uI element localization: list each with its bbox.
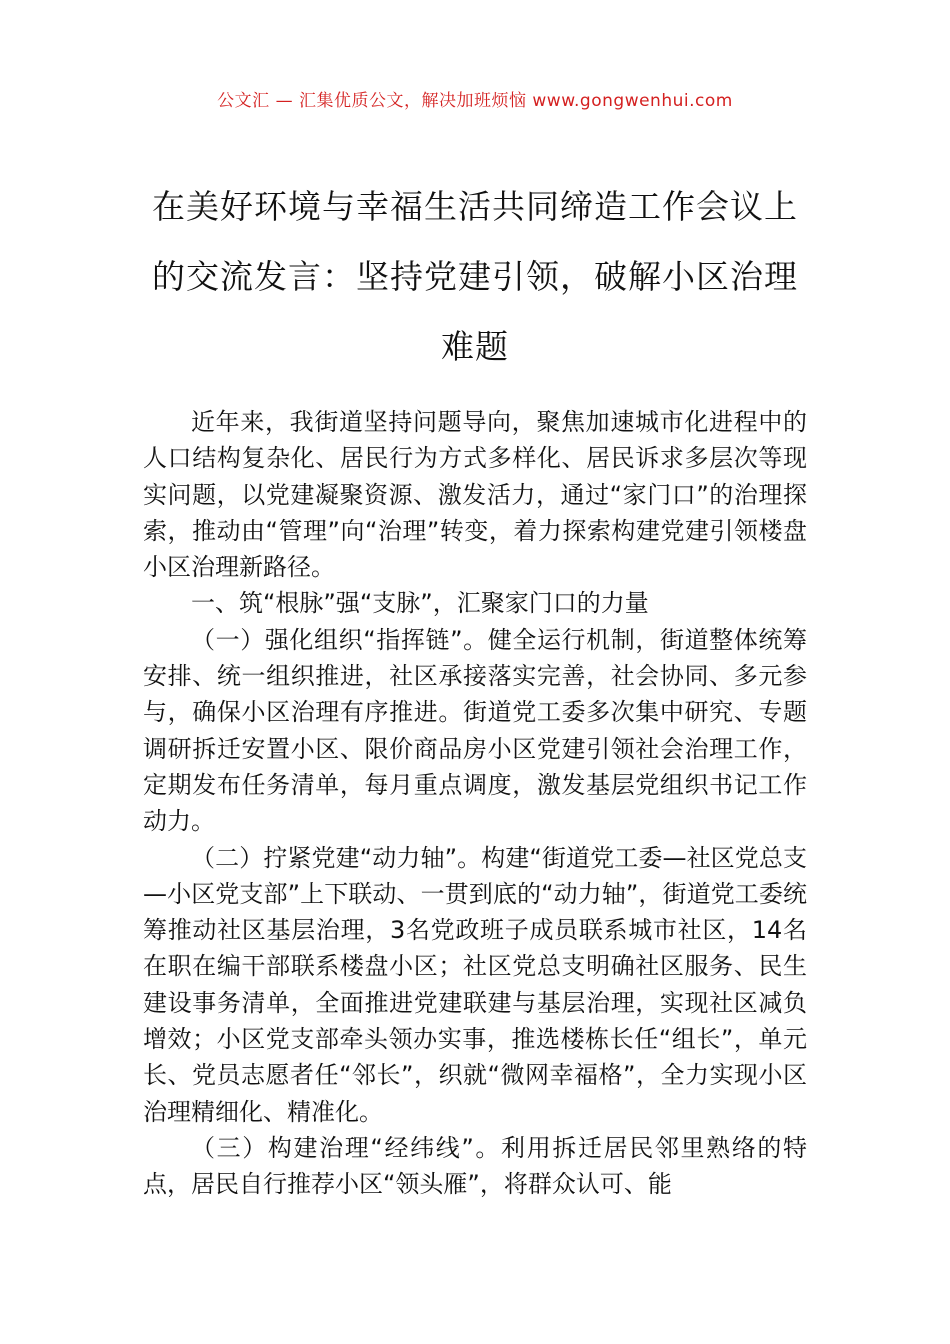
paragraph-subsection-3: （三）构建治理“经纬线”。利用拆迁居民邻里熟络的特点，居民自行推荐小区“领头雁”，将群众认可、能 [143,1133,807,1199]
paragraph-subsection-1: （一）强化组织“指挥链”。健全运行机制，街道整体统筹安排、统一组织推进，社区承接落实完善，社会协同、多元参与，确保小区治理有序推进。街道党工委多次集中研究、专题调研拆迁安置小区、限价商品房小区党建引领社会治理工作，定期发布任务清单，每月重点调度，激发基层党组织书记工作动力。 [143,625,807,836]
site-header-banner: 公文汇 — 汇集优质公文，解决加班烦恼 www.gongwenhui.com [217,91,733,111]
paragraph-intro: 近年来，我街道坚持问题导向，聚焦加速城市化进程中的人口结构复杂化、居民行为方式多样化、居民诉求多层次等现实问题，以党建凝聚资源、激发活力，通过“家门口”的治理探索，推动由“管理”向“治理”转变，着力探索构建党建引领楼盘小区治理新路径。 [143,408,807,582]
document-title: 在美好环境与幸福生活共同缔造工作会议上的交流发言：坚持党建引领，破解小区治理难题 [152,187,798,366]
paragraph-subsection-2: （二）拧紧党建“动力轴”。构建“街道党工委—社区党总支—小区党支部”上下联动、一贯到底的“动力轴”，街道党工委统筹推动社区基层治理，3名党政班子成员联系城市社区，14名在职在编干部联系楼盘小区；社区党总支明确社区服务、民生建设事务清单，全面推进党建联建与基层治理，实现社区减负增效；小区党支部牵头领办实事，推选楼栋长任“组长”，单元长、党员志愿者任“邻长”，织就“微网幸福格”，全力实现小区治理精细化、精准化。 [143,843,807,1126]
section-heading-1: 一、筑“根脉”强“支脉”，汇聚家门口的力量 [191,589,649,618]
document-body [143,404,807,1203]
